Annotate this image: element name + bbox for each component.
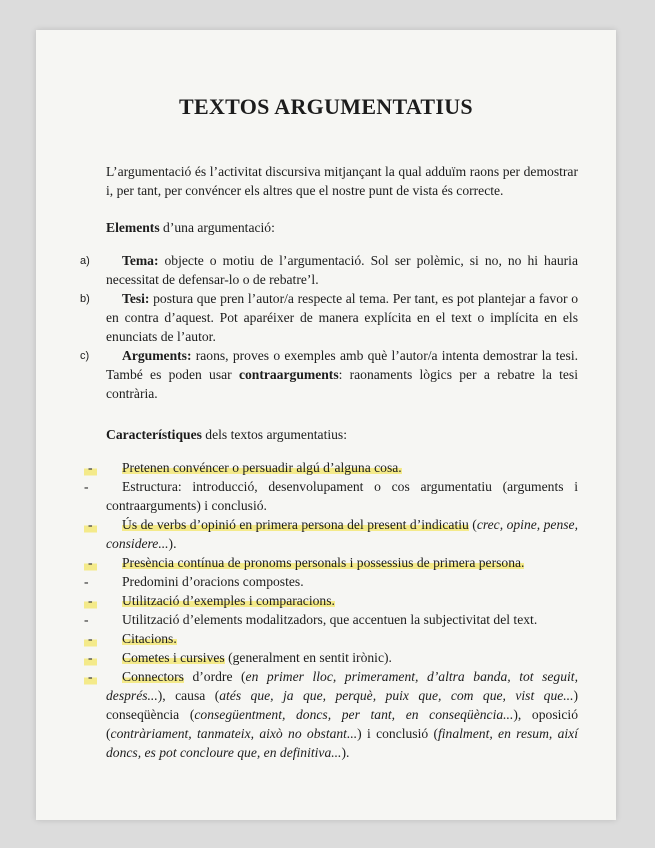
bullet-dash: - (84, 667, 97, 686)
bullet-dash: - (84, 629, 97, 648)
elements-list (80, 251, 578, 403)
bullet-dash: - (84, 479, 89, 494)
item-text-end: ). (168, 536, 177, 551)
list-marker: c) (80, 350, 90, 362)
element-text: raons, proves o exemples amb què l’autor/a intenta demostrar la tesi. També es poden usar (106, 348, 578, 382)
element-item-arguments (80, 346, 578, 403)
characteristics-list (84, 458, 579, 762)
list-item (84, 477, 578, 515)
connectors-opposition: contràriament, tanmateix, això no obstant... (110, 726, 358, 741)
characteristics-heading (106, 425, 578, 444)
item-text: Utilització d’exemples i comparacions. (122, 593, 335, 608)
element-item-tema (80, 251, 578, 289)
elements-heading (106, 218, 578, 237)
element-text: postura que pren l’autor/a respecte al tema. Per tant, es pot plantejar a favor o en contra d’aquest. Pot aparéixer de manera explícita en el text o implícita en els enunciats de l’autor. (106, 291, 578, 344)
document-page (36, 30, 616, 820)
item-text: Presència contínua de pronoms personals i possessius de primera persona. (122, 555, 525, 570)
list-item (88, 515, 578, 553)
list-marker: b) (80, 293, 90, 305)
item-text: Pretenen convéncer o persuadir algú d’alguna cosa. (122, 460, 402, 475)
element-item-tesi (80, 289, 578, 346)
connectors-consequence: consegüentment, doncs, per tant, en conseqüència... (194, 707, 514, 722)
connectors-order: en primer lloc, primerament, d’altra banda, tot seguit, després... (106, 669, 578, 703)
item-text: Predomini d’oracions compostes. (122, 574, 304, 589)
elements-heading-rest: d’una argumentació: (159, 220, 275, 235)
bullet-dash: - (84, 612, 89, 627)
item-text-highlighted: Connectors (122, 669, 184, 684)
connectors-cause: atés que, ja que, perquè, puix que, com que, vist que... (219, 688, 574, 703)
item-text: ), causa ( (157, 688, 220, 703)
bullet-dash: - (84, 591, 97, 610)
item-text: Utilització d’elements modalitzadors, que accentuen la subjectivitat del text. (122, 612, 538, 627)
bullet-dash: - (84, 458, 97, 477)
list-item (88, 667, 579, 762)
characteristics-heading-bold: Característiques (106, 427, 202, 442)
item-text: ( (468, 517, 477, 532)
item-text: d’ordre ( (183, 669, 246, 684)
item-text: (generalment en sentit irònic). (224, 650, 392, 665)
item-text: Estructura: introducció, desenvolupament o cos argumentatiu (arguments i contraarguments) i conclusió. (106, 479, 578, 513)
item-text: Citacions. (122, 631, 177, 646)
bullet-dash: - (84, 553, 97, 572)
list-item (88, 553, 578, 572)
element-term: Tema: (122, 253, 159, 268)
document-body (80, 162, 579, 762)
item-text: ) conseqüència ( (106, 688, 579, 722)
item-examples: crec, opine, pense, considere... (106, 517, 578, 551)
bullet-dash: - (84, 648, 97, 667)
list-item (88, 591, 578, 610)
item-text-highlighted: Cometes i cursives (122, 650, 225, 665)
characteristics-heading-rest: dels textos argumentatius: (201, 427, 347, 442)
item-text: ) i conclusió ( (357, 726, 438, 741)
bullet-dash: - (84, 515, 97, 534)
bullet-dash: - (84, 574, 89, 589)
page-title: TEXTOS ARGUMENTATIUS (179, 94, 473, 119)
connectors-conclusion: finalment, en resum, així doncs, es pot concloure que, en definitiva... (106, 726, 578, 760)
element-term: Arguments: (122, 348, 192, 363)
list-item (84, 572, 578, 591)
item-text-highlighted: Ús de verbs d’opinió en primera persona del present d’indicatiu (122, 517, 469, 532)
element-text-secondary: : raonaments lògics per a rebatre la tesi contrària. (106, 367, 578, 401)
list-item (88, 629, 578, 648)
intro-paragraph: L’argumentació és l’activitat discursiva mitjançant la qual adduïm raons per demostrar i, per tant, per convéncer els altres que el nostre punt de vista és correcte. (106, 164, 578, 198)
element-text: objecte o motiu de l’argumentació. Sol ser polèmic, si no, no hi hauria necessitat de defensar-lo o de rebatre’l. (106, 253, 578, 287)
list-marker: a) (80, 255, 90, 267)
element-term-secondary: contraarguments (238, 367, 339, 382)
list-item (84, 610, 578, 629)
list-item (88, 648, 578, 667)
elements-heading-bold: Elements (106, 220, 160, 235)
item-text-end: ). (341, 745, 350, 760)
item-text: ), oposició ( (106, 707, 578, 741)
list-item (88, 458, 578, 477)
element-term: Tesi: (122, 291, 150, 306)
